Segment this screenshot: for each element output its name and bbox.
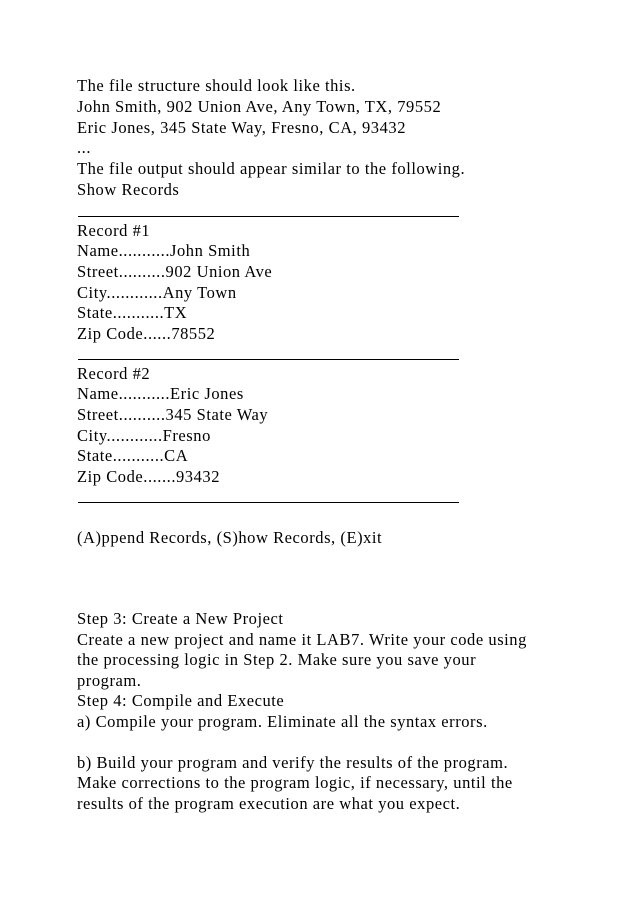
record-heading: Record #2: [77, 364, 151, 383]
step-heading: Step 4: Compile and Execute: [77, 691, 285, 710]
output-intro-text: The file output should appear similar to the following.: [77, 159, 466, 178]
record-field-line: Name...........John Smith: [77, 241, 251, 260]
record-field-line: City............Fresno: [77, 426, 211, 445]
record-field-line: Zip Code......78552: [77, 324, 216, 343]
record-field-line: Street..........345 State Way: [77, 405, 269, 424]
separator-rule: [78, 216, 459, 217]
ellipsis-line: ...: [77, 138, 92, 157]
intro-text: The file structure should look like this.: [77, 76, 356, 95]
sample-record-line: John Smith, 902 Union Ave, Any Town, TX, 79552: [77, 97, 442, 116]
record-field-line: Zip Code.......93432: [77, 467, 220, 486]
record-heading: Record #1: [77, 221, 151, 240]
record-field-line: State...........TX: [77, 303, 188, 322]
record-field-line: City............Any Town: [77, 283, 237, 302]
menu-prompt-text: (A)ppend Records, (S)how Records, (E)xit: [77, 528, 383, 547]
separator-rule: [78, 502, 459, 503]
record-field-line: Street..........902 Union Ave: [77, 262, 273, 281]
body-text: b) Build your program and verify the results of the program.: [77, 753, 509, 772]
record-field-line: Name...........Eric Jones: [77, 384, 244, 403]
record-field-line: State...........CA: [77, 446, 189, 465]
body-text: Make corrections to the program logic, if necessary, until the: [77, 773, 513, 792]
separator-rule: [78, 359, 459, 360]
body-text: results of the program execution are what you expect.: [77, 794, 461, 813]
body-text: a) Compile your program. Eliminate all the syntax errors.: [77, 712, 488, 731]
body-text: Create a new project and name it LAB7. Write your code using: [77, 630, 527, 649]
show-records-heading: Show Records: [77, 180, 180, 199]
sample-record-line: Eric Jones, 345 State Way, Fresno, CA, 93432: [77, 118, 407, 137]
body-text: program.: [77, 671, 142, 690]
step-heading: Step 3: Create a New Project: [77, 609, 284, 628]
body-text: the processing logic in Step 2. Make sure you save your: [77, 650, 477, 669]
